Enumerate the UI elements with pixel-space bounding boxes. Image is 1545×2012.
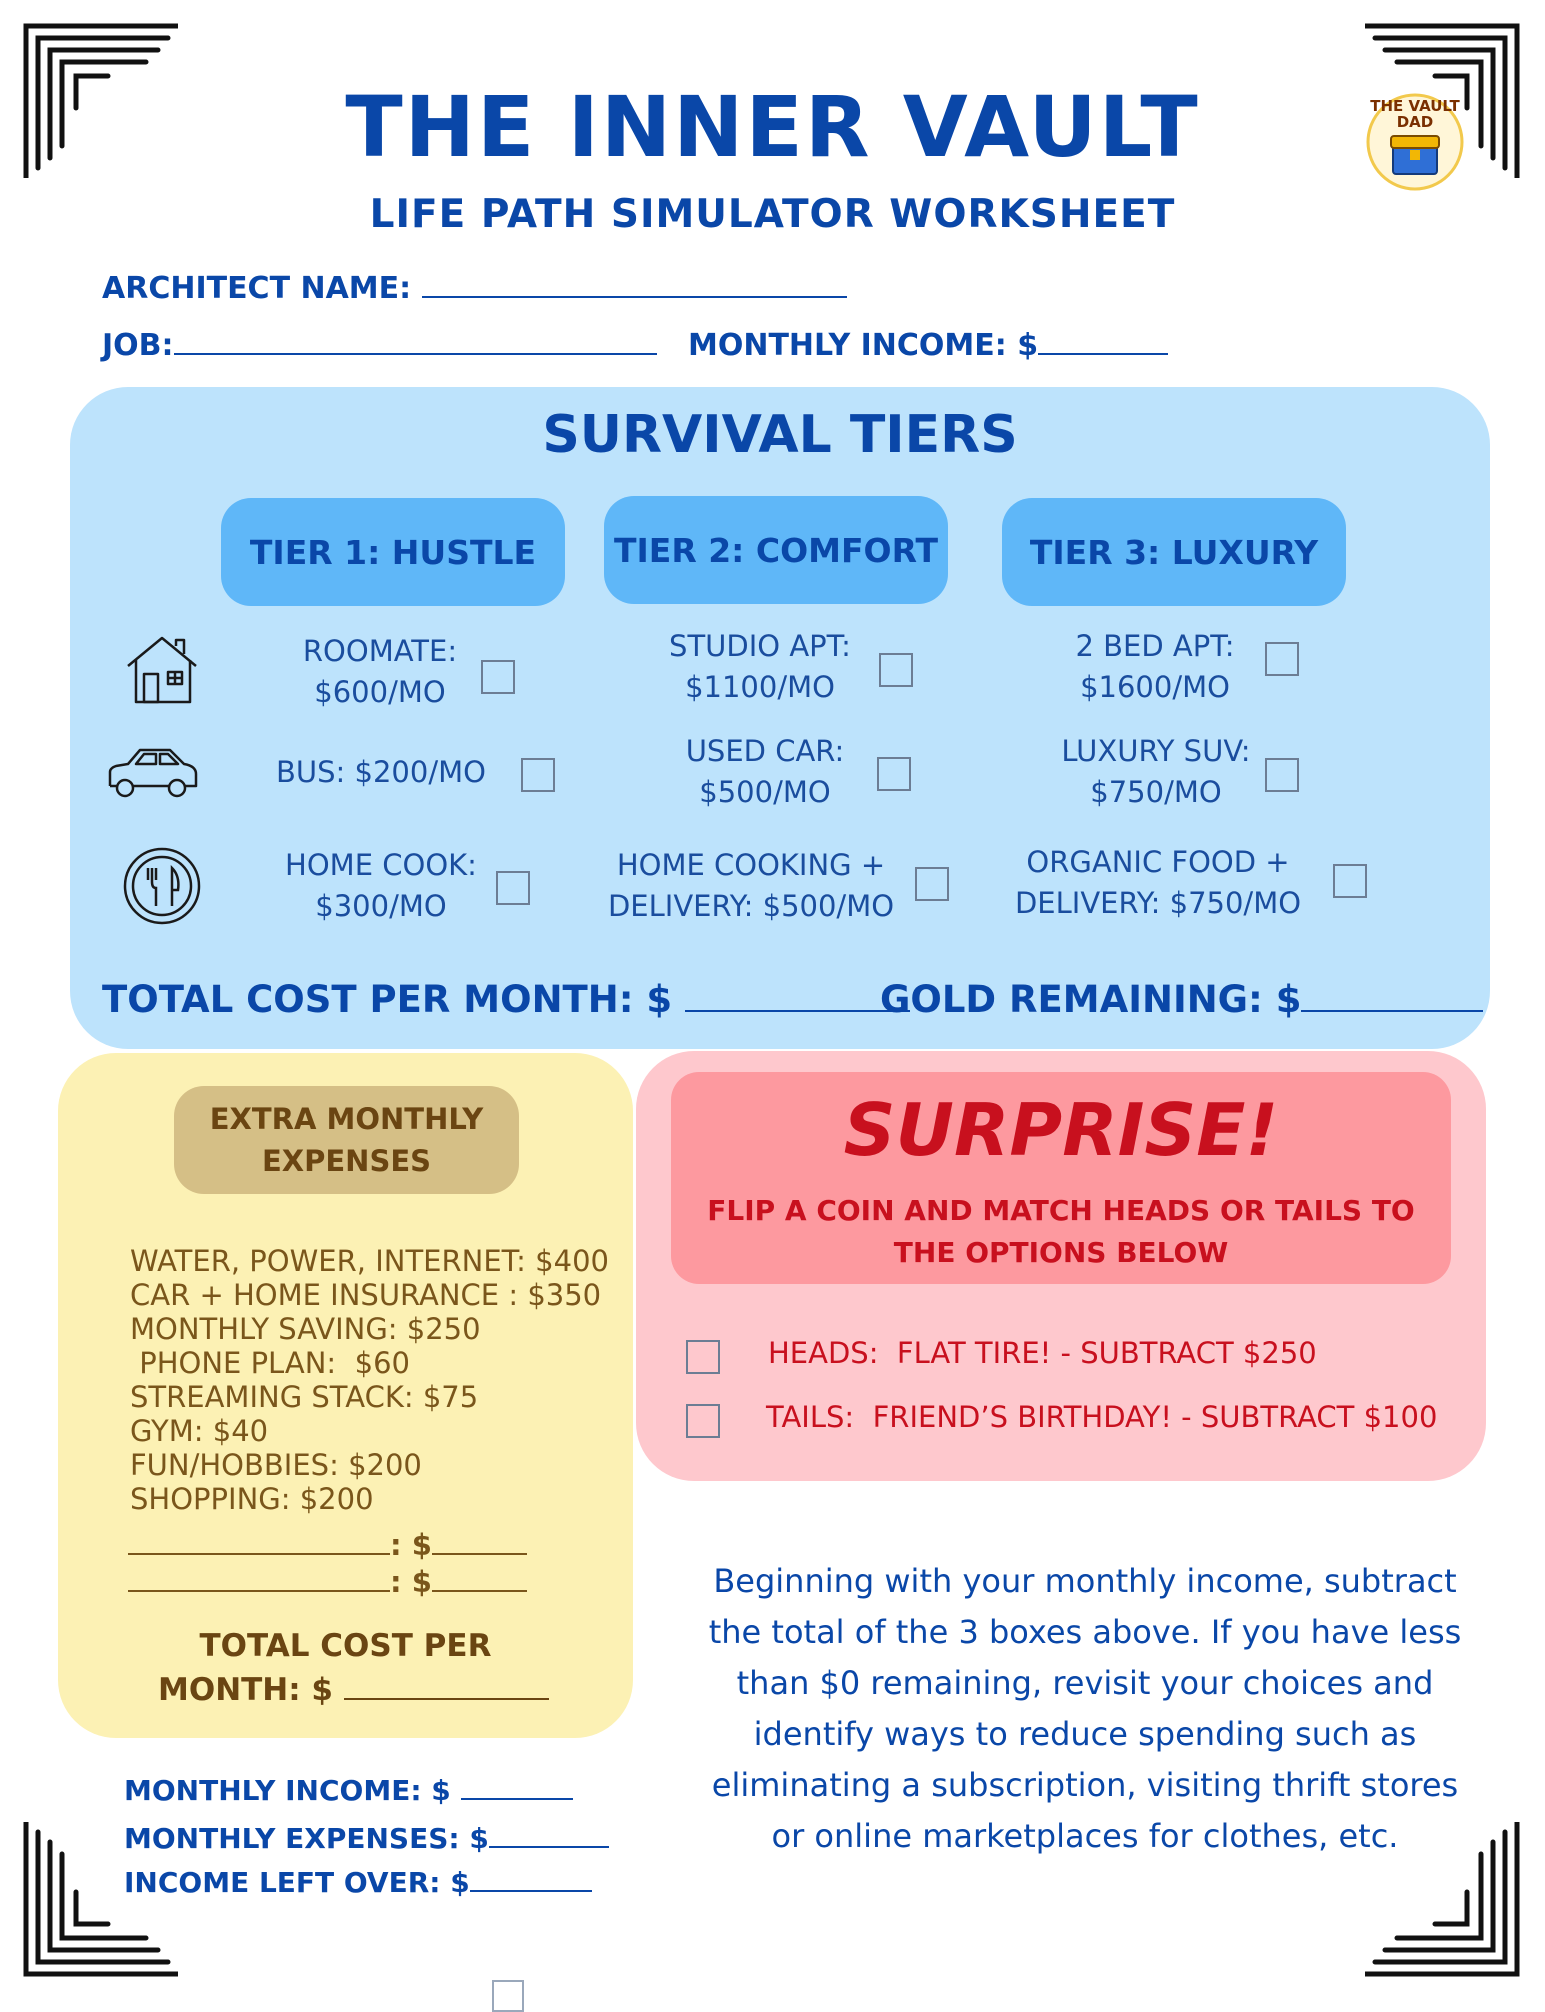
summary-left-over-label: INCOME LEFT OVER: $ [124, 1866, 470, 1899]
option-bus: BUS: $200/MO [276, 755, 486, 789]
option-home-cooking-delivery: HOME COOKING + DELIVERY: $500/MO [607, 848, 895, 923]
option-used-car: USED CAR: $500/MO [685, 734, 845, 809]
custom-expense-row-2[interactable]: : $ [128, 1565, 527, 1599]
monthly-income-label: MONTHLY INCOME: $ [688, 328, 1039, 363]
total-cost-label: TOTAL COST PER MONTH: $ [102, 978, 673, 1021]
list-item: GYM: $40 [130, 1414, 269, 1448]
checkbox-used-car[interactable] [877, 757, 911, 791]
list-item: PHONE PLAN: $60 [130, 1346, 410, 1380]
list-item: FUN/HOBBIES: $200 [130, 1448, 422, 1482]
page-subtitle: LIFE PATH SIMULATOR WORKSHEET [369, 192, 1176, 237]
logo-text: THE VAULT DAD [1370, 97, 1460, 131]
extra-expenses-header: EXTRA MONTHLY EXPENSES [174, 1086, 519, 1194]
summary-expenses-field[interactable] [124, 1822, 609, 1855]
summary-expenses-label: MONTHLY EXPENSES: $ [124, 1822, 489, 1855]
gold-remaining-blank[interactable] [1301, 980, 1483, 1012]
summary-left-over-blank[interactable] [470, 1866, 592, 1892]
list-item: CAR + HOME INSURANCE : $350 [130, 1278, 602, 1312]
option-roommate: ROOMATE: $600/MO [302, 634, 458, 709]
option-home-cook: HOME COOK: $300/MO [285, 848, 477, 923]
checkbox-studio-apt[interactable] [879, 653, 913, 687]
gold-remaining-label: GOLD REMAINING: $ [880, 978, 1302, 1021]
checkbox-roommate[interactable] [481, 660, 515, 694]
summary-left-over-field[interactable] [124, 1866, 592, 1899]
stray-checkbox[interactable] [492, 1980, 524, 2012]
survival-tiers-title: SURVIVAL TIERS [542, 405, 1018, 465]
summary-income-label: MONTHLY INCOME: $ [124, 1774, 451, 1807]
extra-total-label-line1: TOTAL COST PER [199, 1628, 492, 1664]
tier-1-header: TIER 1: HUSTLE [221, 498, 565, 606]
option-2-bed-apt: 2 BED APT: $1600/MO [1075, 629, 1235, 704]
custom-expense-row-1[interactable]: : $ [128, 1528, 527, 1562]
checkbox-organic-food-delivery[interactable] [1333, 864, 1367, 898]
option-studio-apt: STUDIO APT: $1100/MO [669, 629, 851, 704]
survival-tiers-panel [70, 387, 1490, 1049]
summary-income-blank[interactable] [461, 1774, 573, 1800]
tails-option: TAILS: FRIEND’S BIRTHDAY! - SUBTRACT $100 [766, 1400, 1438, 1434]
list-item: MONTHLY SAVING: $250 [130, 1312, 481, 1346]
checkbox-home-cook[interactable] [496, 871, 530, 905]
job-blank[interactable] [174, 325, 657, 355]
monthly-income-blank[interactable] [1038, 325, 1168, 355]
custom-expense-amount-blank[interactable] [432, 1566, 527, 1592]
option-luxury-suv: LUXURY SUV: $750/MO [1061, 734, 1251, 809]
total-cost-field[interactable] [102, 978, 910, 1021]
expense-list [130, 1244, 609, 1516]
page-title: THE INNER VAULT [345, 78, 1200, 176]
car-icon [104, 742, 200, 804]
list-item: WATER, POWER, INTERNET: $400 [130, 1244, 609, 1278]
checkbox-home-cooking-delivery[interactable] [915, 867, 949, 901]
option-organic-food-delivery: ORGANIC FOOD + DELIVERY: $750/MO [1014, 845, 1302, 920]
checkbox-luxury-suv[interactable] [1265, 758, 1299, 792]
heads-option: HEADS: FLAT TIRE! - SUBTRACT $250 [768, 1336, 1317, 1370]
plate-icon [122, 846, 202, 926]
checkbox-heads[interactable] [686, 1340, 720, 1374]
checkbox-2-bed-apt[interactable] [1265, 642, 1299, 676]
architect-name-label: ARCHITECT NAME: [102, 271, 412, 306]
custom-expense-name-blank[interactable] [128, 1529, 390, 1555]
job-field[interactable] [102, 325, 657, 363]
list-item: SHOPPING: $200 [130, 1482, 374, 1516]
checkbox-tails[interactable] [686, 1404, 720, 1438]
gold-remaining-field[interactable] [880, 978, 1483, 1021]
surprise-instruction: FLIP A COIN AND MATCH HEADS OR TAILS TO THE OPTIONS BELOW [707, 1194, 1415, 1269]
custom-expense-amount-blank[interactable] [432, 1529, 527, 1555]
summary-expenses-blank[interactable] [489, 1822, 609, 1848]
monthly-income-field[interactable] [688, 325, 1168, 363]
surprise-title: SURPRISE! [843, 1088, 1279, 1172]
extra-total-label-line2: MONTH: $ [158, 1672, 333, 1708]
extra-total-blank[interactable] [344, 1672, 549, 1700]
list-item: STREAMING STACK: $75 [130, 1380, 479, 1414]
architect-name-field[interactable] [102, 268, 847, 306]
tier-2-header: TIER 2: COMFORT [604, 496, 948, 604]
instructions-text: Beginning with your monthly income, subtract the total of the 3 boxes above. If you have less than $0 remaining, revisit your choices and identify ways to reduce spending such as eliminating a subscription, visiting thrift stores or online marketplaces for clothes, etc. [708, 1562, 1462, 1855]
summary-income-field[interactable] [124, 1774, 573, 1807]
custom-expense-name-blank[interactable] [128, 1566, 390, 1592]
architect-name-blank[interactable] [422, 268, 847, 298]
extra-total-field[interactable] [58, 1624, 633, 1712]
total-cost-blank[interactable] [685, 980, 910, 1012]
checkbox-bus[interactable] [521, 758, 555, 792]
house-icon [124, 632, 200, 708]
job-label: JOB: [102, 328, 174, 363]
tier-3-header: TIER 3: LUXURY [1002, 498, 1346, 606]
